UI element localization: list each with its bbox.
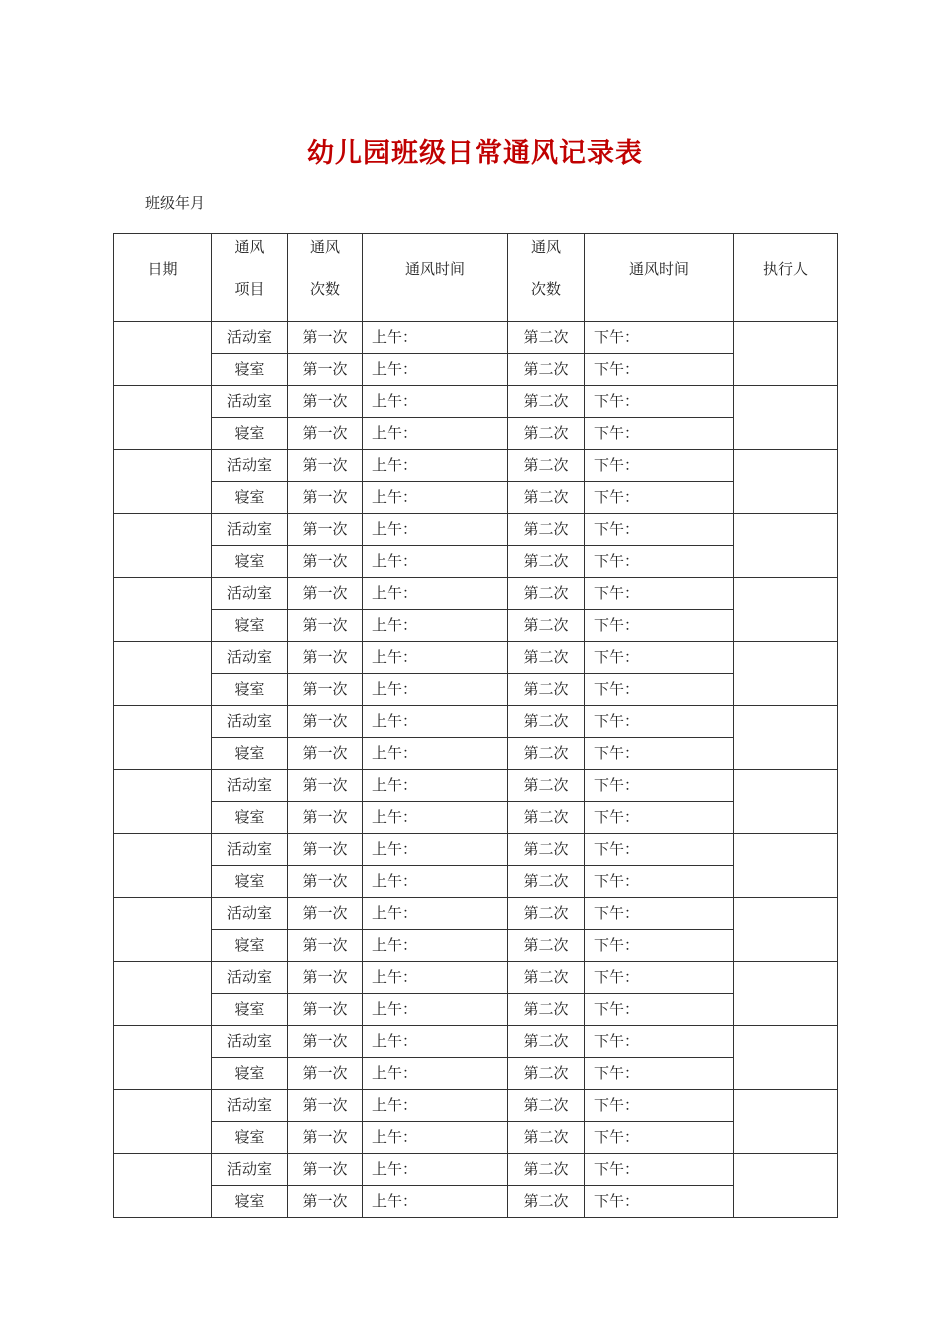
table-row bbox=[114, 738, 838, 770]
header-date: 日期 bbox=[114, 234, 212, 322]
executor-cell[interactable] bbox=[734, 386, 838, 450]
room-cell: 寝室 bbox=[212, 1122, 288, 1154]
table-row bbox=[114, 898, 838, 930]
morning-time-cell[interactable]: 上午： bbox=[363, 450, 508, 482]
header-time-2: 通风时间 bbox=[585, 234, 734, 322]
executor-cell[interactable] bbox=[734, 834, 838, 898]
second-count-cell: 第二次 bbox=[508, 482, 585, 514]
afternoon-time-cell[interactable]: 下午： bbox=[585, 1026, 734, 1058]
first-count-cell: 第一次 bbox=[288, 962, 363, 994]
afternoon-time-cell[interactable]: 下午： bbox=[585, 994, 734, 1026]
afternoon-time-cell[interactable]: 下午： bbox=[585, 322, 734, 354]
room-cell: 寝室 bbox=[212, 1058, 288, 1090]
executor-cell[interactable] bbox=[734, 1026, 838, 1090]
table-row bbox=[114, 322, 838, 354]
executor-cell[interactable] bbox=[734, 450, 838, 514]
room-cell: 活动室 bbox=[212, 770, 288, 802]
header-count-1 bbox=[288, 234, 363, 322]
first-count-cell: 第一次 bbox=[288, 1026, 363, 1058]
executor-cell[interactable] bbox=[734, 642, 838, 706]
date-cell[interactable] bbox=[114, 1154, 212, 1218]
table-body bbox=[114, 322, 838, 1218]
morning-time-cell[interactable]: 上午： bbox=[363, 610, 508, 642]
date-cell[interactable] bbox=[114, 1090, 212, 1154]
room-cell: 活动室 bbox=[212, 898, 288, 930]
second-count-cell: 第二次 bbox=[508, 1090, 585, 1122]
first-count-cell: 第一次 bbox=[288, 482, 363, 514]
morning-time-cell[interactable]: 上午： bbox=[363, 674, 508, 706]
afternoon-time-cell[interactable]: 下午： bbox=[585, 354, 734, 386]
morning-time-cell[interactable]: 上午： bbox=[363, 706, 508, 738]
morning-time-cell[interactable]: 上午： bbox=[363, 386, 508, 418]
executor-cell[interactable] bbox=[734, 514, 838, 578]
room-cell: 寝室 bbox=[212, 802, 288, 834]
morning-time-cell[interactable]: 上午： bbox=[363, 930, 508, 962]
table-row bbox=[114, 994, 838, 1026]
first-count-cell: 第一次 bbox=[288, 738, 363, 770]
first-count-cell: 第一次 bbox=[288, 802, 363, 834]
afternoon-time-cell[interactable]: 下午： bbox=[585, 418, 734, 450]
second-count-cell: 第二次 bbox=[508, 834, 585, 866]
table-row bbox=[114, 834, 838, 866]
table-row bbox=[114, 642, 838, 674]
morning-time-cell[interactable]: 上午： bbox=[363, 898, 508, 930]
room-cell: 活动室 bbox=[212, 514, 288, 546]
morning-time-cell[interactable]: 上午： bbox=[363, 1154, 508, 1186]
executor-cell[interactable] bbox=[734, 962, 838, 1026]
header-count-1-line2: 次数 bbox=[309, 280, 340, 298]
first-count-cell: 第一次 bbox=[288, 354, 363, 386]
room-cell: 活动室 bbox=[212, 1026, 288, 1058]
executor-cell[interactable] bbox=[734, 1154, 838, 1218]
first-count-cell: 第一次 bbox=[288, 610, 363, 642]
header-executor: 执行人 bbox=[734, 234, 838, 322]
second-count-cell: 第二次 bbox=[508, 354, 585, 386]
second-count-cell: 第二次 bbox=[508, 994, 585, 1026]
first-count-cell: 第一次 bbox=[288, 322, 363, 354]
afternoon-time-cell[interactable]: 下午： bbox=[585, 642, 734, 674]
morning-time-cell[interactable]: 上午： bbox=[363, 770, 508, 802]
header-time-1: 通风时间 bbox=[363, 234, 508, 322]
second-count-cell: 第二次 bbox=[508, 322, 585, 354]
afternoon-time-cell[interactable]: 下午： bbox=[585, 802, 734, 834]
room-cell: 寝室 bbox=[212, 866, 288, 898]
second-count-cell: 第二次 bbox=[508, 802, 585, 834]
first-count-cell: 第一次 bbox=[288, 1058, 363, 1090]
room-cell: 活动室 bbox=[212, 834, 288, 866]
room-cell: 活动室 bbox=[212, 1090, 288, 1122]
header-count-2 bbox=[508, 234, 585, 322]
morning-time-cell[interactable]: 上午： bbox=[363, 994, 508, 1026]
first-count-cell: 第一次 bbox=[288, 546, 363, 578]
table-row bbox=[114, 514, 838, 546]
second-count-cell: 第二次 bbox=[508, 930, 585, 962]
date-cell[interactable] bbox=[114, 514, 212, 578]
room-cell: 活动室 bbox=[212, 450, 288, 482]
morning-time-cell[interactable]: 上午： bbox=[363, 866, 508, 898]
date-cell[interactable] bbox=[114, 962, 212, 1026]
afternoon-time-cell[interactable]: 下午： bbox=[585, 450, 734, 482]
room-cell: 寝室 bbox=[212, 354, 288, 386]
morning-time-cell[interactable]: 上午： bbox=[363, 642, 508, 674]
afternoon-time-cell[interactable]: 下午： bbox=[585, 1122, 734, 1154]
table-row bbox=[114, 578, 838, 610]
second-count-cell: 第二次 bbox=[508, 674, 585, 706]
first-count-cell: 第一次 bbox=[288, 866, 363, 898]
header-item-line2: 项目 bbox=[234, 280, 265, 298]
executor-cell[interactable] bbox=[734, 770, 838, 834]
afternoon-time-cell[interactable]: 下午： bbox=[585, 866, 734, 898]
afternoon-time-cell[interactable]: 下午： bbox=[585, 482, 734, 514]
header-count-2-line2: 次数 bbox=[530, 280, 561, 298]
morning-time-cell[interactable]: 上午： bbox=[363, 738, 508, 770]
room-cell: 寝室 bbox=[212, 418, 288, 450]
room-cell: 活动室 bbox=[212, 322, 288, 354]
table-row bbox=[114, 1090, 838, 1122]
second-count-cell: 第二次 bbox=[508, 386, 585, 418]
table-row bbox=[114, 770, 838, 802]
date-cell[interactable] bbox=[114, 706, 212, 770]
ventilation-log-table bbox=[113, 233, 838, 1218]
room-cell: 寝室 bbox=[212, 482, 288, 514]
header-count-1-line1: 通风 bbox=[309, 238, 340, 256]
afternoon-time-cell[interactable]: 下午： bbox=[585, 898, 734, 930]
first-count-cell: 第一次 bbox=[288, 386, 363, 418]
second-count-cell: 第二次 bbox=[508, 514, 585, 546]
first-count-cell: 第一次 bbox=[288, 450, 363, 482]
second-count-cell: 第二次 bbox=[508, 1154, 585, 1186]
afternoon-time-cell[interactable]: 下午： bbox=[585, 610, 734, 642]
room-cell: 活动室 bbox=[212, 642, 288, 674]
room-cell: 活动室 bbox=[212, 386, 288, 418]
date-cell[interactable] bbox=[114, 1026, 212, 1090]
afternoon-time-cell[interactable]: 下午： bbox=[585, 706, 734, 738]
second-count-cell: 第二次 bbox=[508, 962, 585, 994]
room-cell: 活动室 bbox=[212, 962, 288, 994]
table-row bbox=[114, 546, 838, 578]
table-row bbox=[114, 962, 838, 994]
first-count-cell: 第一次 bbox=[288, 1154, 363, 1186]
room-cell: 寝室 bbox=[212, 738, 288, 770]
afternoon-time-cell[interactable]: 下午： bbox=[585, 962, 734, 994]
date-cell[interactable] bbox=[114, 834, 212, 898]
room-cell: 寝室 bbox=[212, 674, 288, 706]
room-cell: 寝室 bbox=[212, 930, 288, 962]
date-cell[interactable] bbox=[114, 386, 212, 450]
executor-cell[interactable] bbox=[734, 706, 838, 770]
first-count-cell: 第一次 bbox=[288, 578, 363, 610]
morning-time-cell[interactable]: 上午： bbox=[363, 418, 508, 450]
first-count-cell: 第一次 bbox=[288, 994, 363, 1026]
second-count-cell: 第二次 bbox=[508, 898, 585, 930]
table-row bbox=[114, 866, 838, 898]
morning-time-cell[interactable]: 上午： bbox=[363, 1026, 508, 1058]
executor-cell[interactable] bbox=[734, 898, 838, 962]
afternoon-time-cell[interactable]: 下午： bbox=[585, 738, 734, 770]
morning-time-cell[interactable]: 上午： bbox=[363, 802, 508, 834]
afternoon-time-cell[interactable]: 下午： bbox=[585, 1090, 734, 1122]
table-row bbox=[114, 1154, 838, 1186]
morning-time-cell[interactable]: 上午： bbox=[363, 1090, 508, 1122]
first-count-cell: 第一次 bbox=[288, 834, 363, 866]
second-count-cell: 第二次 bbox=[508, 642, 585, 674]
morning-time-cell[interactable]: 上午： bbox=[363, 1122, 508, 1154]
first-count-cell: 第一次 bbox=[288, 674, 363, 706]
executor-cell[interactable] bbox=[734, 1090, 838, 1154]
executor-cell[interactable] bbox=[734, 322, 838, 386]
date-cell[interactable] bbox=[114, 898, 212, 962]
second-count-cell: 第二次 bbox=[508, 1122, 585, 1154]
afternoon-time-cell[interactable]: 下午： bbox=[585, 770, 734, 802]
table-row bbox=[114, 610, 838, 642]
table-row bbox=[114, 674, 838, 706]
first-count-cell: 第一次 bbox=[288, 770, 363, 802]
table-row bbox=[114, 1186, 838, 1218]
table-row bbox=[114, 1122, 838, 1154]
morning-time-cell[interactable]: 上午： bbox=[363, 834, 508, 866]
second-count-cell: 第二次 bbox=[508, 738, 585, 770]
table-row bbox=[114, 706, 838, 738]
table-row bbox=[114, 1026, 838, 1058]
second-count-cell: 第二次 bbox=[508, 866, 585, 898]
executor-cell[interactable] bbox=[734, 578, 838, 642]
date-cell[interactable] bbox=[114, 578, 212, 642]
afternoon-time-cell[interactable]: 下午： bbox=[585, 834, 734, 866]
morning-time-cell[interactable]: 上午： bbox=[363, 354, 508, 386]
second-count-cell: 第二次 bbox=[508, 1026, 585, 1058]
afternoon-time-cell[interactable]: 下午： bbox=[585, 1186, 734, 1218]
afternoon-time-cell[interactable]: 下午： bbox=[585, 930, 734, 962]
morning-time-cell[interactable]: 上午： bbox=[363, 482, 508, 514]
second-count-cell: 第二次 bbox=[508, 1186, 585, 1218]
first-count-cell: 第一次 bbox=[288, 642, 363, 674]
morning-time-cell[interactable]: 上午： bbox=[363, 578, 508, 610]
morning-time-cell[interactable]: 上午： bbox=[363, 546, 508, 578]
afternoon-time-cell[interactable]: 下午： bbox=[585, 674, 734, 706]
first-count-cell: 第一次 bbox=[288, 1090, 363, 1122]
document-title: 幼儿园班级日常通风记录表 bbox=[307, 138, 643, 169]
afternoon-time-cell[interactable]: 下午： bbox=[585, 546, 734, 578]
date-cell[interactable] bbox=[114, 322, 212, 386]
header-count-2-line1: 通风 bbox=[530, 238, 561, 256]
table-row bbox=[114, 386, 838, 418]
table-header-row bbox=[114, 234, 838, 322]
date-cell[interactable] bbox=[114, 770, 212, 834]
morning-time-cell[interactable]: 上午： bbox=[363, 514, 508, 546]
date-cell[interactable] bbox=[114, 642, 212, 706]
second-count-cell: 第二次 bbox=[508, 770, 585, 802]
first-count-cell: 第一次 bbox=[288, 418, 363, 450]
table-row bbox=[114, 930, 838, 962]
table-row bbox=[114, 354, 838, 386]
second-count-cell: 第二次 bbox=[508, 546, 585, 578]
table-row bbox=[114, 482, 838, 514]
afternoon-time-cell[interactable]: 下午： bbox=[585, 1154, 734, 1186]
second-count-cell: 第二次 bbox=[508, 706, 585, 738]
second-count-cell: 第二次 bbox=[508, 610, 585, 642]
table-row bbox=[114, 450, 838, 482]
morning-time-cell[interactable]: 上午： bbox=[363, 322, 508, 354]
first-count-cell: 第一次 bbox=[288, 514, 363, 546]
room-cell: 寝室 bbox=[212, 546, 288, 578]
afternoon-time-cell[interactable]: 下午： bbox=[585, 578, 734, 610]
room-cell: 活动室 bbox=[212, 578, 288, 610]
second-count-cell: 第二次 bbox=[508, 450, 585, 482]
afternoon-time-cell[interactable]: 下午： bbox=[585, 386, 734, 418]
room-cell: 活动室 bbox=[212, 706, 288, 738]
morning-time-cell[interactable]: 上午： bbox=[363, 962, 508, 994]
afternoon-time-cell[interactable]: 下午： bbox=[585, 514, 734, 546]
room-cell: 寝室 bbox=[212, 1186, 288, 1218]
room-cell: 寝室 bbox=[212, 610, 288, 642]
date-cell[interactable] bbox=[114, 450, 212, 514]
table-row bbox=[114, 802, 838, 834]
first-count-cell: 第一次 bbox=[288, 898, 363, 930]
first-count-cell: 第一次 bbox=[288, 706, 363, 738]
second-count-cell: 第二次 bbox=[508, 578, 585, 610]
room-cell: 寝室 bbox=[212, 994, 288, 1026]
second-count-cell: 第二次 bbox=[508, 418, 585, 450]
room-cell: 活动室 bbox=[212, 1154, 288, 1186]
second-count-cell: 第二次 bbox=[508, 1058, 585, 1090]
afternoon-time-cell[interactable]: 下午： bbox=[585, 1058, 734, 1090]
header-item-line1: 通风 bbox=[234, 238, 265, 256]
class-month-label: 班级年月 bbox=[145, 194, 206, 212]
morning-time-cell[interactable]: 上午： bbox=[363, 1186, 508, 1218]
first-count-cell: 第一次 bbox=[288, 1186, 363, 1218]
header-item bbox=[212, 234, 288, 322]
table-row bbox=[114, 418, 838, 450]
morning-time-cell[interactable]: 上午： bbox=[363, 1058, 508, 1090]
table-row bbox=[114, 1058, 838, 1090]
first-count-cell: 第一次 bbox=[288, 1122, 363, 1154]
first-count-cell: 第一次 bbox=[288, 930, 363, 962]
